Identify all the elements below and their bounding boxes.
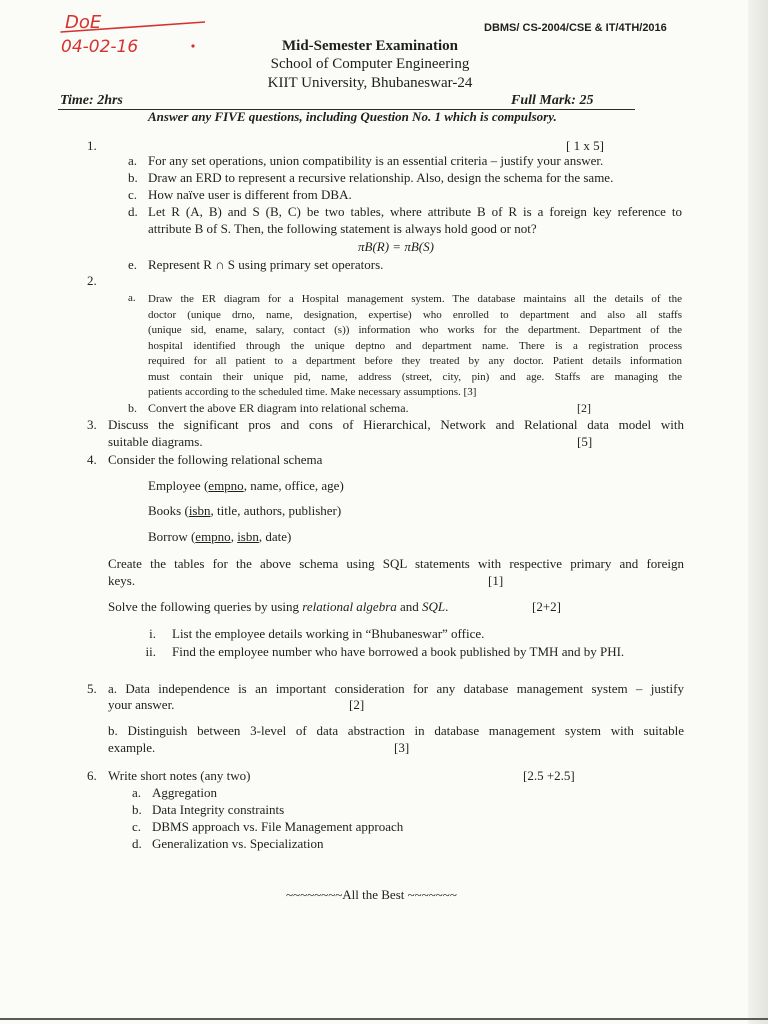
- schema-books: [148, 503, 341, 519]
- q2-number: 2.: [87, 273, 97, 288]
- q2a-line: doctor (unique drno, name, designation, expertise) who enrolled to department and also all staffs: [148, 309, 682, 321]
- q6-item-text: Aggregation: [152, 785, 217, 800]
- q2a-line: hospital identified through the unique deptno and department name. There is a registration process: [148, 340, 682, 352]
- q5a-marks: [2]: [349, 697, 365, 712]
- q2b-text: Convert the above ER diagram into relational schema.: [148, 401, 409, 415]
- q2a-line: patients according to the scheduled time. Make necessary assumptions. [3]: [148, 386, 477, 398]
- schema-borrow: [148, 529, 291, 545]
- q6-number: 6.: [87, 768, 97, 783]
- handwritten-note-line2: 04-02-16: [61, 37, 139, 56]
- q4-solve: [108, 599, 448, 615]
- time-allowed: Time: 2hrs: [60, 93, 123, 108]
- schema-borrow-sep: ,: [230, 529, 238, 544]
- q5a-line1: a. Data independence is an important consideration for any database management system – justify: [108, 681, 684, 696]
- q4ii-text: Find the employee number who have borrowed a book published by TMH and by PHI.: [172, 644, 625, 659]
- schema-employee: [148, 478, 344, 494]
- q2a-line: Draw the ER diagram for a Hospital management system. The database maintains all the details of the: [148, 293, 682, 305]
- full-mark: Full Mark: 25: [511, 93, 594, 108]
- schema-books-key: isbn: [188, 503, 211, 518]
- q6-item-label: d.: [132, 836, 142, 851]
- q4-solve-sql: SQL: [422, 599, 446, 614]
- q6-item-label: a.: [132, 785, 142, 800]
- q3-number: 3.: [87, 417, 97, 432]
- q4-solve-prefix: Solve the following queries by using: [108, 599, 303, 614]
- q4-intro: Consider the following relational schema: [108, 452, 323, 467]
- school-name: School of Computer Engineering: [270, 56, 470, 72]
- q6-intro: Write short notes (any two): [108, 768, 251, 783]
- instructions: Answer any FIVE questions, including Question No. 1 which is compulsory.: [148, 109, 557, 124]
- q1d-formula: πB(R) = πB(S): [358, 239, 434, 254]
- course-code: DBMS/ CS-2004/CSE & IT/4TH/2016: [484, 22, 667, 34]
- q2b-marks: [2]: [577, 401, 591, 415]
- q2b-label: b.: [128, 401, 137, 415]
- exam-title: Mid-Semester Examination: [282, 38, 458, 54]
- q3-text-line1: Discuss the significant pros and cons of Hierarchical, Network and Relational data model with: [108, 417, 684, 432]
- q6-marks: [2.5 +2.5]: [523, 768, 575, 783]
- q6-item-label: c.: [132, 819, 142, 834]
- q6-item-text: Data Integrity constraints: [152, 802, 285, 817]
- handwritten-note-line1: DoE: [65, 12, 102, 33]
- schema-employee-attrs: , name, office, age): [243, 478, 344, 493]
- schema-borrow-name: Borrow (: [148, 529, 196, 544]
- q1-marks: [ 1 x 5]: [566, 138, 604, 153]
- q4-number: 4.: [87, 452, 97, 467]
- q4-solve-end: .: [445, 599, 449, 614]
- q6-item-text: Generalization vs. Specialization: [152, 836, 324, 851]
- q1b-text: Draw an ERD to represent a recursive relationship. Also, design the schema for the same.: [148, 170, 614, 185]
- q2a-line: (unique sid, ename, salary, contact (s)) information who works for the department. Department of the: [148, 324, 682, 336]
- q1d-text-line1: Let R (A, B) and S (B, C) be two tables, where attribute B of R is a foreign key reference to: [148, 204, 682, 219]
- page-bottom-edge: [0, 1018, 768, 1020]
- q5-number: 5.: [87, 681, 97, 696]
- university-name: KIIT University, Bhubaneswar-24: [267, 75, 473, 91]
- q4-create-marks: [1]: [488, 573, 504, 588]
- q6-item-text: DBMS approach vs. File Management approach: [152, 819, 404, 834]
- q2a-line: required for all patient to a department before they treated by any doctor. Patient details information: [148, 355, 682, 367]
- q6-item-label: b.: [132, 802, 142, 817]
- q5a-line2: your answer.: [108, 697, 175, 712]
- q2a-line: must contain their unique pid, name, address (street, city, pin) and age. Staffs are managing the: [148, 371, 682, 383]
- schema-employee-name: Employee (: [148, 478, 209, 493]
- q5b-marks: [3]: [394, 740, 410, 755]
- q1a-text: For any set operations, union compatibility is an essential criteria – justify your answer.: [148, 153, 604, 168]
- schema-books-attrs: , title, authors, publisher): [210, 503, 342, 518]
- schema-borrow-key2: isbn: [237, 529, 259, 544]
- schema-employee-key: empno: [208, 478, 244, 493]
- q3-marks: [5]: [577, 434, 593, 449]
- q4i-text: List the employee details working in “Bhubaneswar” office.: [172, 626, 485, 641]
- q1a-label: a.: [128, 153, 138, 168]
- q4-create-line2: keys.: [108, 573, 136, 588]
- q1d-text-line2: attribute B of S. Then, the following statement is always hold good or not?: [148, 221, 537, 236]
- footer-wish: ~~~~~~~~All the Best ~~~~~~~: [286, 887, 457, 902]
- q4-solve-marks: [2+2]: [532, 599, 561, 614]
- q1-number: 1.: [87, 138, 97, 153]
- q1d-label: d.: [128, 204, 138, 219]
- q5b-line1: b. Distinguish between 3-level of data abstraction in database management system with suitable: [108, 723, 684, 738]
- page-edge-shadow: [748, 0, 768, 1024]
- q4i-label: i.: [149, 626, 156, 641]
- q2a-label: a.: [128, 292, 136, 304]
- q1c-text: How naïve user is different from DBA.: [148, 187, 352, 202]
- q1e-label: e.: [128, 257, 138, 272]
- q3-text-line2: suitable diagrams.: [108, 434, 203, 449]
- q4ii-label: ii.: [145, 644, 156, 659]
- schema-books-name: Books (: [148, 503, 189, 518]
- q1e-text: Represent R ∩ S using primary set operators.: [148, 257, 384, 272]
- q5b-line2: example.: [108, 740, 156, 755]
- q4-create-line1: Create the tables for the above schema using SQL statements with respective primary and foreign: [108, 556, 684, 571]
- schema-borrow-attrs: , date): [258, 529, 292, 544]
- schema-borrow-key1: empno: [195, 529, 231, 544]
- q4-solve-ra: relational algebra: [302, 599, 397, 614]
- q1c-label: c.: [128, 187, 138, 202]
- q1b-label: b.: [128, 170, 138, 185]
- q4-solve-and: and: [396, 599, 423, 614]
